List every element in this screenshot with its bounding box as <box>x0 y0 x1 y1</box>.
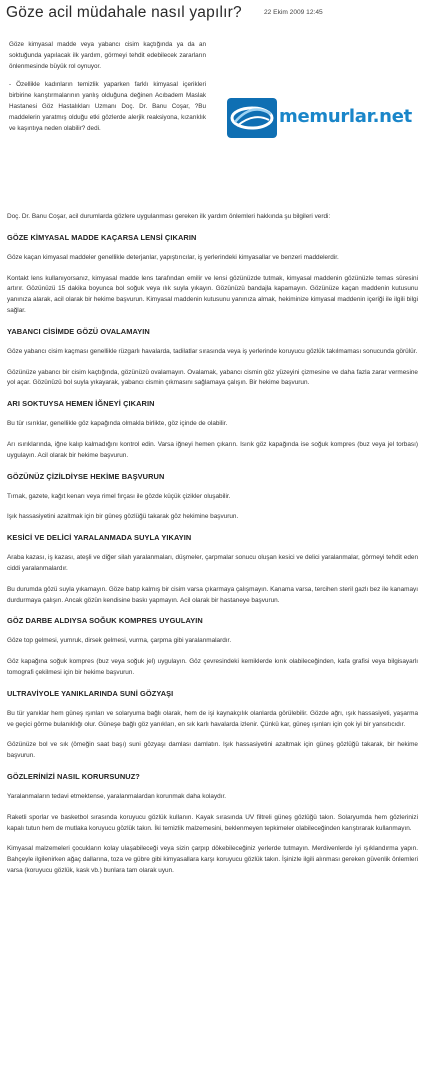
section-paragraph: Araba kazası, iş kazası, ateşli ve diğer silah yaralanmaları, düşmeler, çarpmalar sonucu oluşan kesici ve delici yaralanmalar, görmeyi tehdit eden ciddi yaralanmalardır. <box>7 554 418 572</box>
section-heading: GÖZLERİNİZİ NASIL KORURSUNUZ? <box>7 771 140 781</box>
section-paragraph: Göze top gelmesi, yumruk, dirsek gelmesi, vurma, çarpma gibi yaralanmalardır. <box>7 637 232 645</box>
section-paragraph: Kontakt lens kullanıyorsanız, kimyasal madde lens tarafından emilir ve lensi gözünüzde tutmak, kimyasal maddenin gözünüzle temas süresini artırır. Gözünüzü 15 dakika boyunca bol soğuk veya ılık suyla yıkayın. Gözünüzü bandajla kapamayın. Gözünüze kaçan maddenin kutusunu yanınıza alarak, acil olarak bir hekime başvurun. Kimyasal maddenin kutusunu yanınıza almak, hekiminize kimyasal maddenin içeriği ile ilgili bilgi sağlar. <box>7 274 418 314</box>
section-paragraph: Göze kaçan kimyasal maddeler genellikle deterjanlar, yapıştırıcılar, iş yerlerindeki kimyasallar ve benzeri maddelerdir. <box>7 253 339 261</box>
section-paragraph: Bu tür yanıklar hem güneş ışınları ve solaryuma bağlı olarak, hem de işi kaynakçılık olanlarda görülebilir. Gözde ağrı, ışık hassasiyeti, yaşarma ve geçici görme bulanıklığı olur. Güneşe bağlı göz yanıkları, en sık karlı havalarda izlenir. Çünkü kar, güneş ışınları için çok iyi bir yansıtıcıdır. <box>7 709 418 728</box>
section-paragraph: Gözünüze bol ve sık (ömeğin saat başı) suni gözyaşı damlası damlatın. Işık hassasiyetini azaltmak için güneş gözlüğü takarak, bir hekime başvurun. <box>7 741 418 760</box>
intro-paragraph: - Özellikle kadınların temizlik yaparken farklı kimyasal içerikleri birbirine karıştırmalarının yanlış olduğuna değinen Acıbadem Maslak Hastanesi Göz Hastalıkları Uzmanı Doç. Dr. Banu Coşar, ?Bu maddelerin yaratmış olduğu etki gözlerde alerjik reaksiyona, kızarıklık ve kaşıntıya neden olabilir? dedi. <box>9 81 206 132</box>
section-paragraph: Arı ısırıklarında, iğne kalıp kalmadığını kontrol edin. Varsa iğneyi hemen çıkarın. Isırık göz kapağında ise soğuk kompres (buz veya jel torbası) uygulayın. Acil olarak bir hekime başvurun. <box>7 440 418 459</box>
section-paragraph: Raketli sporlar ve basketbol sırasında koruyucu gözlük kullanın. Kayak sırasında UV filtreli güneş gözlüğü takın. Solaryumda hem gözlerinizi kapalı tutun hem de mutlaka koruyucu gözlük takın. İki temizlik malzemesini, beklenmeyen tepkimeler olabileceğinden karıştırarak kullanmayın. <box>7 813 418 832</box>
section-heading: KESİCİ VE DELİCİ YARALANMADA SUYLA YIKAYIN <box>7 533 192 543</box>
intro-paragraph: Göze kimyasal madde veya yabancı cisim kaçtığında ya da an soktuğunda yapılacak ilk yardım, görmeyi tehdit edebilecek zararların önlenmesinde büyük rol oynuyor. <box>9 41 206 70</box>
section-paragraph: Kimyasal malzemeleri çocukların kolay ulaşabileceği veya sizin çarpıp dökebileceğiniz yerlerde tutmayın. Merdivenlerde iyi ışıklandırma yapın. Bahçeyle ilgilenirken ağaç dallarına, toza ve gübre gibi kimyasallara karşı koruyucu gözlük takın. İşinizle ilgili alınması gereken güvenlik önlemleri varsa (koruyucu gözlük, kask vb.) bunlara tam olarak uyun. <box>7 845 418 874</box>
article-header <box>6 4 420 26</box>
section-heading: ARI SOKTUYSA HEMEN İĞNEYİ ÇIKARIN <box>7 399 155 409</box>
section-heading: GÖZ DARBE ALDIYSA SOĞUK KOMPRES UYGULAYIN <box>7 616 203 626</box>
section-paragraph: Göze yabancı cisim kaçması genellikle rüzgarlı havalarda, tadilatlar sırasında veya iş yerlerinde koruyucu gözlük takılmaması sonucunda görülür. <box>7 347 418 355</box>
section-paragraph: Bu tür ısırıklar, genellikle göz kapağında olmakla birlikte, göz içinde de olabilir. <box>7 420 228 428</box>
section-paragraph: Bu durumda gözü suyla yıkamayın. Göze batıp kalmış bir cisim varsa çıkarmaya çalışmayın. Kanama varsa, tercihen steril gazlı bez ile kanamayı durdurmaya çalışın. Ancak gözün kendisine baskı yapmayın. Acil olarak bir hastaneye başvurun. <box>7 585 418 604</box>
lead-paragraph: Doç. Dr. Banu Coşar, acil durumlarda gözlere uygulanması gereken ilk yardım önlemleri hakkında şu bilgileri verdi: <box>7 213 331 220</box>
memurlar-ad-banner[interactable] <box>227 96 423 140</box>
section-paragraph: Tırnak, gazete, kağıt kenarı veya rimel fırçası ile gözde küçük çizikler oluşabilir. <box>7 492 231 500</box>
section-paragraph: Gözünüze yabancı bir cisim kaçtığında, gözünüzü ovalamayın. Ovalamak, yabancı cismin göz yüzeyini çizmesine ve daha fazla zarar vermesine yol açar. Gözünüzü bol suyla yıkayarak, yabancı cismin çıkmasını sağlamaya çalışın. Bir hekime başvurun. <box>7 368 418 387</box>
article-date: 22 Ekim 2009 12:45 <box>264 9 323 16</box>
section-heading: GÖZÜNÜZ ÇİZİLDİYSE HEKİME BAŞVURUN <box>7 471 165 481</box>
section-heading: ULTRAVİYOLE YANIKLARINDA SUNİ GÖZYAŞI <box>7 688 174 698</box>
article-intro <box>9 40 206 142</box>
article-body <box>7 212 418 887</box>
section-heading: YABANCI CİSİMDE GÖZÜ OVALAMAYIN <box>7 326 150 336</box>
section-paragraph: Yaralanmaların tedavi etmektense, yaralanmalardan korunmak daha kolaydır. <box>7 792 227 800</box>
section-heading: GÖZE KİMYASAL MADDE KAÇARSA LENSİ ÇIKARIN <box>7 232 197 242</box>
memurlar-logo-icon <box>227 98 277 138</box>
section-paragraph: Işık hassasiyetini azaltmak için bir güneş gözlüğü takarak göz hekimine başvurun. <box>7 513 239 521</box>
ad-logo-text: memurlar.net <box>279 106 412 127</box>
article-title: Göze acil müdahale nasıl yapılır? <box>6 4 242 21</box>
section-paragraph: Göz kapağına soğuk kompres (buz veya soğuk jel) uygulayın. Göz çevresindeki kemiklerde kırık olabileceğinden, kafa grafisi veya bilgisayarlı tomografi çekilmesi için bir hekime başvurun. <box>7 658 418 676</box>
